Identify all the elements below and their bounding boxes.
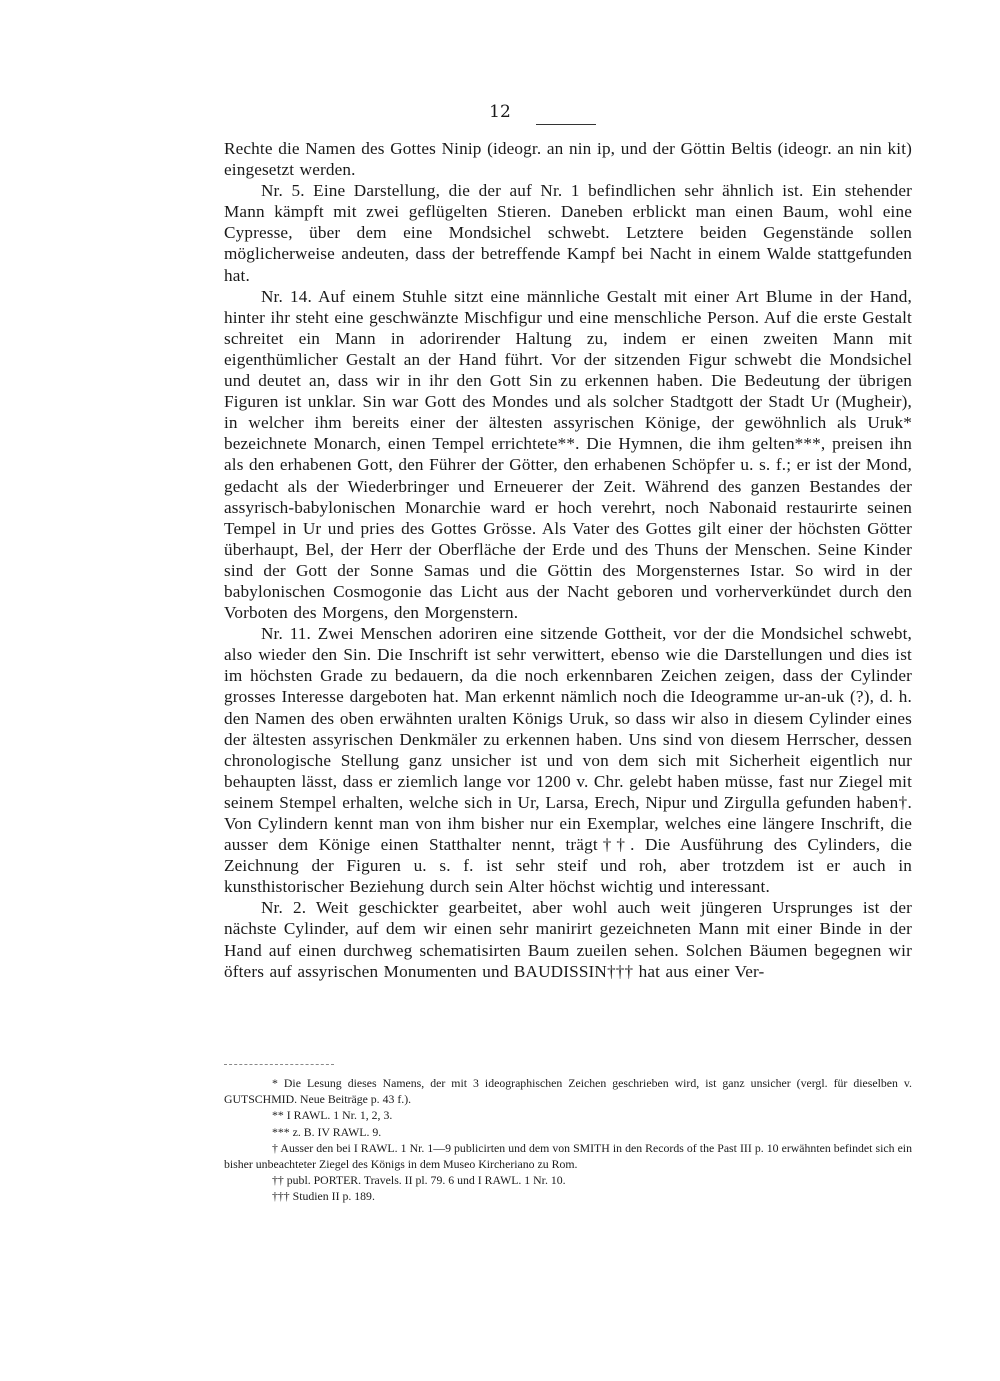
footnote-5: †† publ. PORTER. Travels. II pl. 79. 6 und I RAWL. 1 Nr. 10. [272, 1173, 566, 1188]
paragraph-nr-5: Nr. 5. Eine Darstellung, die der auf Nr. 1 befindlichen sehr ähnlich ist. Ein stehender Mann kämpft mit zwei geflügelten Stieren. Daneben erblickt man einen Baum, wohl eine Cypresse, über dem eine Mondsichel schwebt. Letztere beiden Gegenstände sollen möglicherweise andeuten, dass der betreffende Kampf bei Nacht in einem Walde stattgefunden hat. [224, 181, 912, 285]
footnote-2: ** I RAWL. 1 Nr. 1, 2, 3. [272, 1108, 393, 1123]
footnote-1: * Die Lesung dieses Namens, der mit 3 ideographischen Zeichen geschrieben wird, ist ganz unsicher (vergl. für dieselben v. GUTSCHMID. Neue Beiträge p. 43 f.). [224, 1076, 912, 1107]
footnote-4: † Ausser den bei I RAWL. 1 Nr. 1—9 publicirten und dem von SMITH in den Records of the Past III p. 10 erwähnten befindet sich ein bisher unbeachteter Ziegel des Königs in dem Museo Kircheriano zu Rom. [224, 1140, 912, 1172]
paragraph-continuation: Rechte die Namen des Gottes Ninip (ideogr. an nin ip, und der Göttin Beltis (ideogr. an nin kit) eingesetzt werden. [224, 139, 912, 180]
footnotes [224, 1075, 912, 1205]
paragraph-nr-2: Nr. 2. Weit geschickter gearbeitet, aber wohl auch weit jüngeren Ursprunges ist der nächste Cylinder, auf dem wir einen sehr manirirt gezeichneten Mann mit einer Binde in der Hand auf einen durchweg schematisirten Baum zueilen sehen. Solchen Bäumen begegnen wir öfters auf assyrischen Monumenten und BAUDISSIN††† hat aus einer Ver- [224, 898, 912, 981]
footnote-6: ††† Studien II p. 189. [272, 1189, 375, 1204]
page-number-rule [536, 124, 596, 125]
paragraph-nr-14: Nr. 14. Auf einem Stuhle sitzt eine männliche Gestalt mit einer Art Blume in der Hand, hinter ihr steht eine geschwänzte Mischfigur und eine menschliche Person. Auf die erste Gestalt schreitet ein Mann in adorirender Haltung zu, indem er einen zweiten Mann mit eigenthümlicher Gestalt an der Hand führt. Vor der sitzenden Figur schwebt die Mondsichel und deutet an, dass wir in ihr den Gott Sin zu erkennen haben. Die Bedeutung der übrigen Figuren ist unklar. Sin war Gott des Mondes und als solcher Stadtgott der Stadt Ur (Mugheir), in welcher ihm bereits einer der ältesten assyrischen Könige, der gewöhnlich als Uruk* bezeichnete Monarch, einen Tempel errichtete**. Die Hymnen, die ihm gelten***, preisen ihn als den erhabenen Gott, den Führer der Götter, den erhabenen Schöpfer u. s. f.; er ist der Mond, gedacht als der Wiederbringer und Erneuerer der Zeit. Während des ganzen Bestandes der assyrisch-babylonischen Monarchie ward er hoch verehrt, noch Nabonaid restaurirte seinen Tempel in Ur und pries des Gottes Grösse. Als Vater des Gottes gilt einer der höchsten Götter überhaupt, Bel, der Herr der Oberfläche der Erde und des Thuns der Menschen. Seine Kinder sind der Gott der Sonne Samas und die Göttin des Morgensternes Istar. So wird in der babylonischen Cosmogonie das Licht aus der Nacht geboren und vorherverkündet durch den Vorboten des Morgens, den Morgenstern. [224, 286, 912, 623]
page-number: 12 [489, 102, 511, 122]
body-text [224, 138, 912, 982]
paragraph-nr-11: Nr. 11. Zwei Menschen adoriren eine sitzende Gottheit, vor der die Mondsichel schwebt, also wieder den Sin. Die Inschrift ist sehr verwittert, ebenso wie die Darstellungen und dies ist im höchsten Grade zu bedauern, da die noch erkennbaren Zeichen zeigen, dass der Cylinder grosses Interesse dargeboten hat. Man erkennt nämlich noch die Ideogramme ur-an-uk (?), d. h. den Namen des oben erwähnten uralten Königs Uruk, so dass wir also in diesem Cylinder eines der ältesten assyrischen Denkmäler zu erkennen haben. Uns sind von diesem Herrscher, dessen chronologische Stellung ganz unsicher ist und von dem sich mit Sicherheit eigentlich nur behaupten lässt, dass er ziemlich lange vor 1200 v. Chr. gelebt haben müsse, fast nur Ziegel mit seinem Stempel erhalten, welche sich in Ur, Larsa, Erech, Nipur und Zirgulla gefunden haben†. Von Cylindern kennt man von ihm bisher nur ein Exemplar, welches eine längere Inschrift, die ausser dem Könige einen Statthalter nennt, trägt††. Die Ausführung des Cylinders, die Zeichnung der Figuren u. s. f. ist sehr steif und roh, aber trotzdem ist er auch in kunsthistorischer Beziehung durch sein Alter höchst wichtig und interessant. [224, 624, 912, 897]
footnote-separator [224, 1064, 334, 1065]
footnote-3: *** z. B. IV RAWL. 9. [272, 1124, 382, 1139]
